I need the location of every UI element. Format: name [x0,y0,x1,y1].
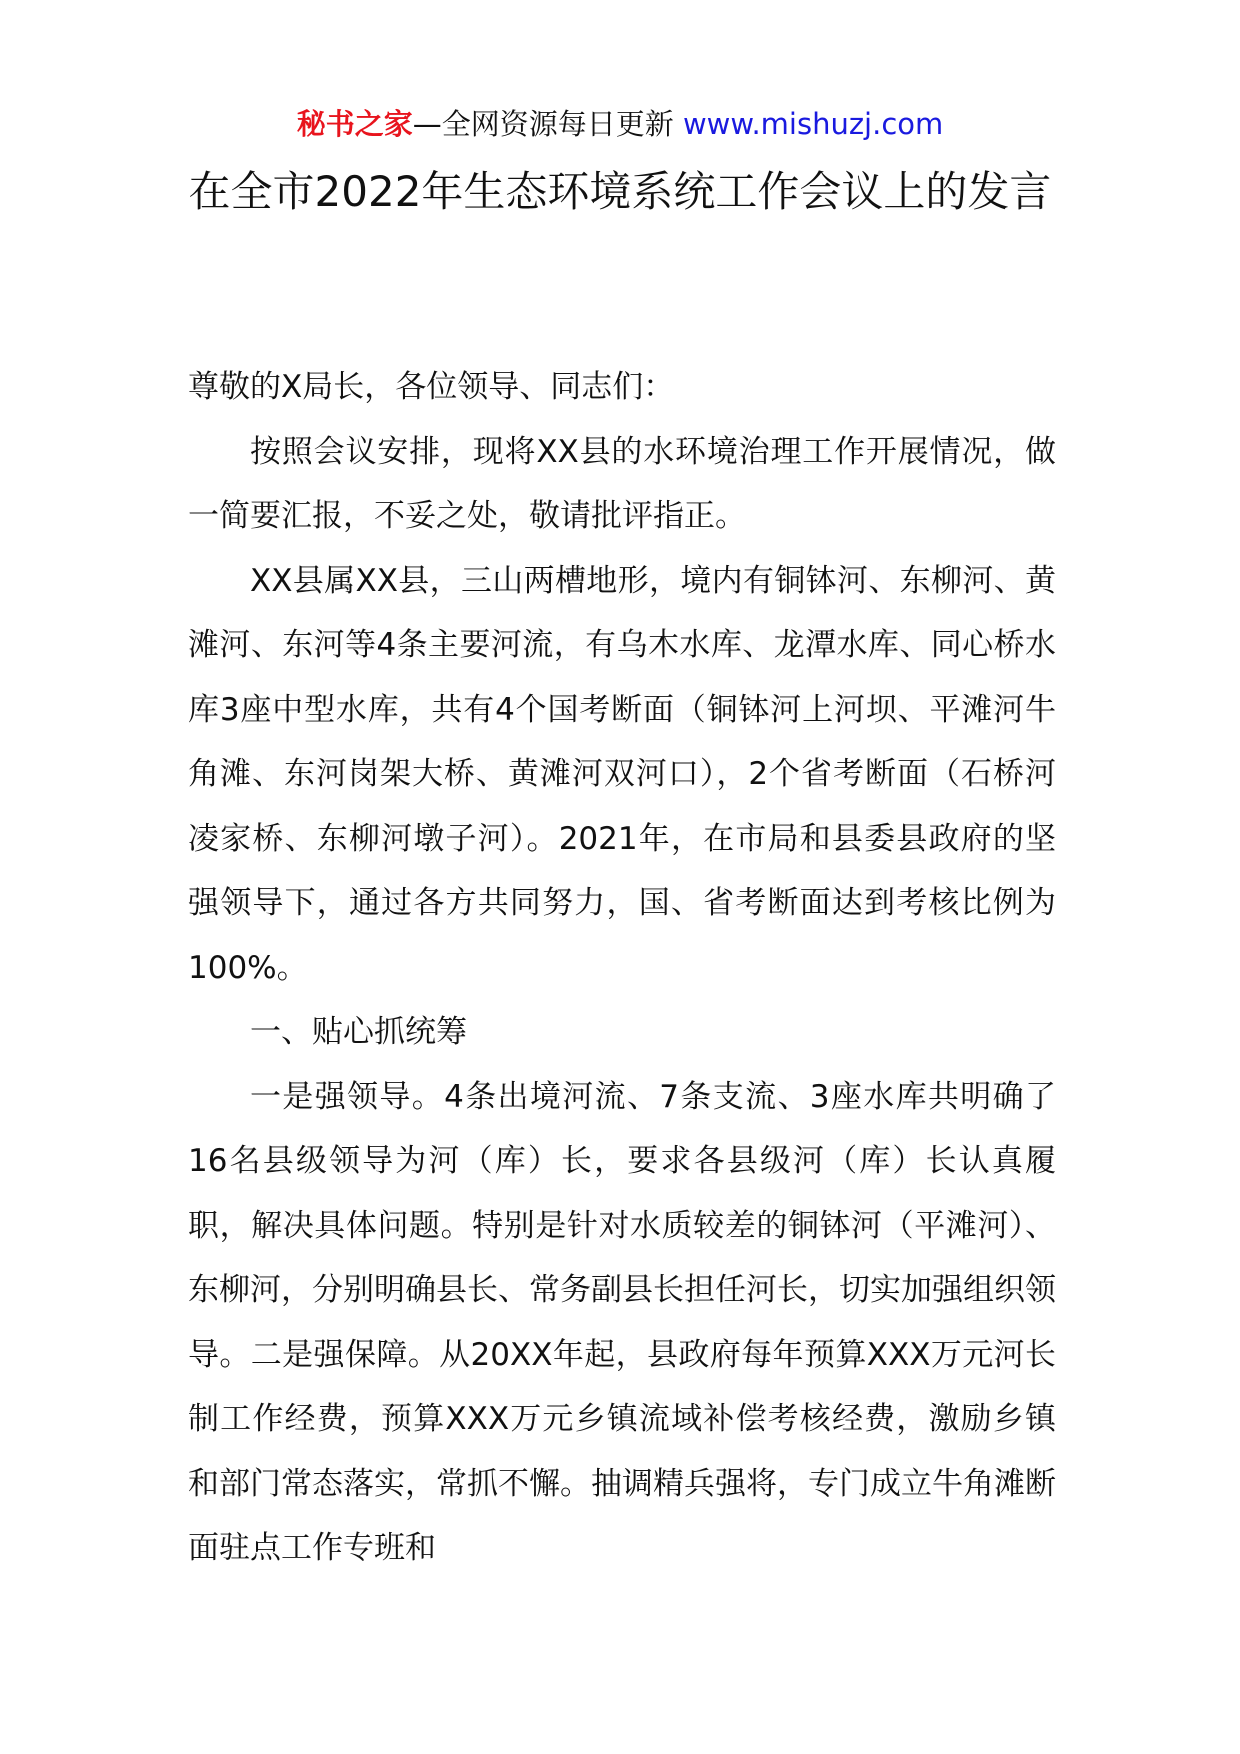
salutation: 尊敬的X局长，各位领导、同志们： [188,369,675,405]
paragraph-overview: XX县属XX县，三山两槽地形，境内有铜钵河、东柳河、黄滩河、东河等4条主要河流，有乌木水库、龙潭水库、同心桥水库3座中型水库，共有4个国考断面（铜钵河上河坝、平滩河牛角滩、东河岗架大桥、黄滩河双河口），2个省考断面（石桥河凌家桥、东柳河墩子河）。2021年，在市局和县委县政府的坚强领导下，通过各方共同努力，国、省考断面达到考核比例为100%。 [188,562,1056,986]
document-title: 在全市2022年生态环境系统工作会议上的发言 [188,167,1052,216]
paragraph-intro: 按照会议安排，现将XX县的水环境治理工作开展情况，做一简要汇报，不妥之处，敬请批评指正。 [188,433,1056,534]
section-heading: 一、贴心抓统筹 [250,1014,467,1050]
paragraph-section-1: 一是强领导。4条出境河流、7条支流、3座水库共明确了16名县级领导为河（库）长，要求各县级河（库）长认真履职，解决具体问题。特别是针对水质较差的铜钵河（平滩河）、东柳河，分别明确县长、常务副县长担任河长，切实加强组织领导。二是强保障。从20XX年起，县政府每年预算XXX万元河长制工作经费，预算XXX万元乡镇流域补偿考核经费，激励乡镇和部门常态落实，常抓不懈。抽调精兵强将，专门成立牛角滩断面驻点工作专班和 [188,1078,1056,1566]
brand-name: 秘书之家 [296,107,413,141]
header-tagline: —全网资源每日更新 [412,107,683,141]
site-link[interactable]: www.mishuzj.com [682,107,944,141]
document-body [188,355,1056,1581]
watermark-header [0,104,1240,144]
